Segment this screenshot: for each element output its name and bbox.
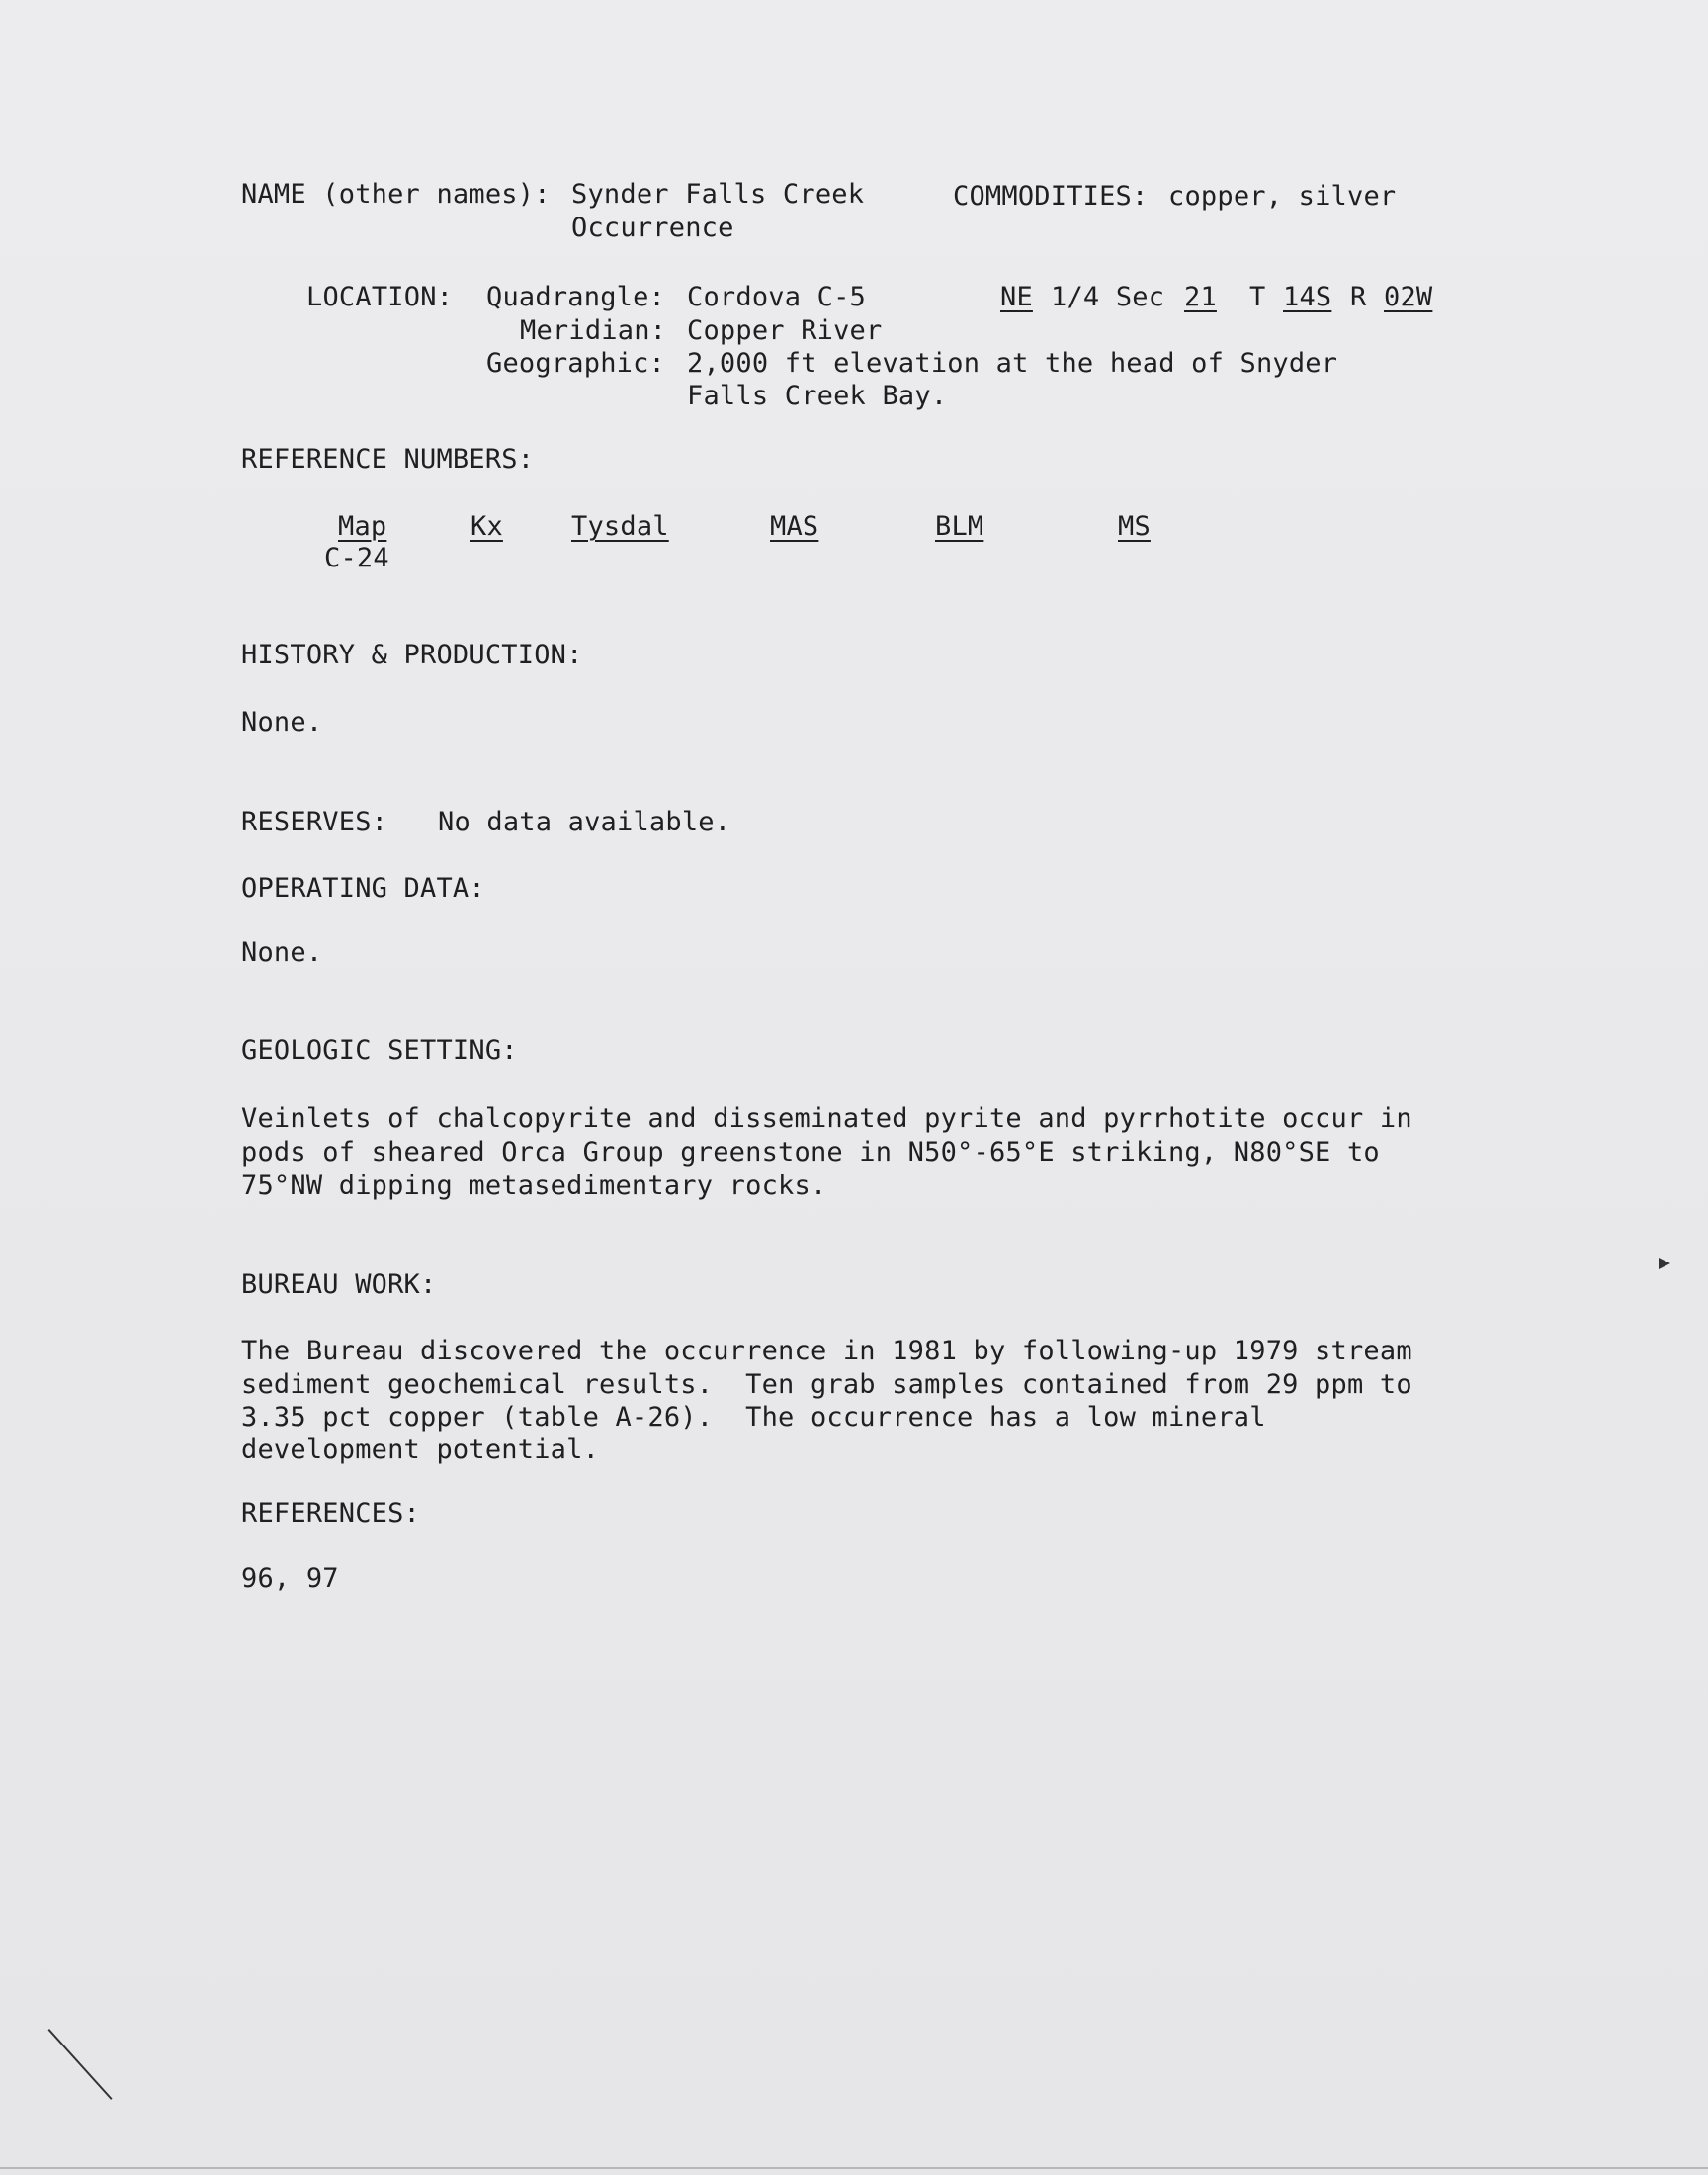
history-heading: HISTORY & PRODUCTION:: [241, 640, 583, 670]
quarter-section: NE: [1000, 282, 1033, 312]
township-label: T: [1249, 282, 1266, 312]
ref-col-map: Map: [338, 511, 387, 542]
range-value: 02W: [1384, 282, 1433, 312]
scan-mark-arrow: [1659, 1258, 1670, 1269]
name-value-line1: Synder Falls Creek: [571, 179, 865, 210]
geologic-line-2: pods of sheared Orca Group greenstone in N50°-65°E striking, N80°SE to: [241, 1137, 1380, 1168]
bureau-line-3: 3.35 pct copper (table A-26). The occurrence has a low mineral: [241, 1402, 1266, 1433]
ref-col-blm: BLM: [935, 511, 984, 542]
references-heading: REFERENCES:: [241, 1498, 421, 1528]
geographic-line2: Falls Creek Bay.: [687, 381, 948, 411]
reference-numbers-heading: REFERENCE NUMBERS:: [241, 444, 535, 475]
geologic-line-1: Veinlets of chalcopyrite and disseminated pyrite and pyrrhotite occur in: [241, 1103, 1412, 1134]
operating-text: None.: [241, 937, 323, 968]
commodities-label: COMMODITIES:: [953, 181, 1149, 212]
geologic-line-3: 75°NW dipping metasedimentary rocks.: [241, 1171, 827, 1201]
references-text: 96, 97: [241, 1563, 339, 1594]
location-label: LOCATION:: [306, 282, 454, 312]
page-bottom-edge: [0, 2167, 1708, 2169]
quadrangle-label: Quadrangle:: [486, 282, 666, 312]
history-text: None.: [241, 707, 323, 738]
township-value: 14S: [1283, 282, 1332, 312]
meridian-value: Copper River: [687, 315, 883, 346]
meridian-label: Meridian:: [520, 315, 667, 346]
scan-mark-line: [48, 2029, 113, 2100]
reserves-heading: RESERVES:: [241, 807, 388, 837]
quadrangle-value: Cordova C-5: [687, 282, 867, 312]
geologic-heading: GEOLOGIC SETTING:: [241, 1035, 518, 1066]
operating-heading: OPERATING DATA:: [241, 873, 485, 904]
geographic-label: Geographic:: [486, 348, 666, 379]
range-label: R: [1350, 282, 1367, 312]
bureau-line-1: The Bureau discovered the occurrence in 1981 by following-up 1979 stream: [241, 1336, 1412, 1366]
bureau-line-4: development potential.: [241, 1435, 600, 1465]
bureau-line-2: sediment geochemical results. Ten grab samples contained from 29 ppm to: [241, 1369, 1412, 1400]
quarter-suffix: 1/4 Sec: [1051, 282, 1165, 312]
ref-col-kx: Kx: [470, 511, 503, 542]
name-label: NAME (other names):: [241, 179, 551, 210]
commodities-value: copper, silver: [1168, 181, 1397, 212]
ref-col-tysdal: Tysdal: [571, 511, 669, 542]
name-value-line2: Occurrence: [571, 213, 734, 243]
ref-map-value: C-24: [324, 543, 389, 573]
bureau-heading: BUREAU WORK:: [241, 1269, 437, 1300]
ref-col-mas: MAS: [770, 511, 819, 542]
reserves-text: No data available.: [438, 807, 731, 837]
section-number: 21: [1184, 282, 1217, 312]
geographic-line1: 2,000 ft elevation at the head of Snyder: [687, 348, 1338, 379]
ref-col-ms: MS: [1118, 511, 1151, 542]
